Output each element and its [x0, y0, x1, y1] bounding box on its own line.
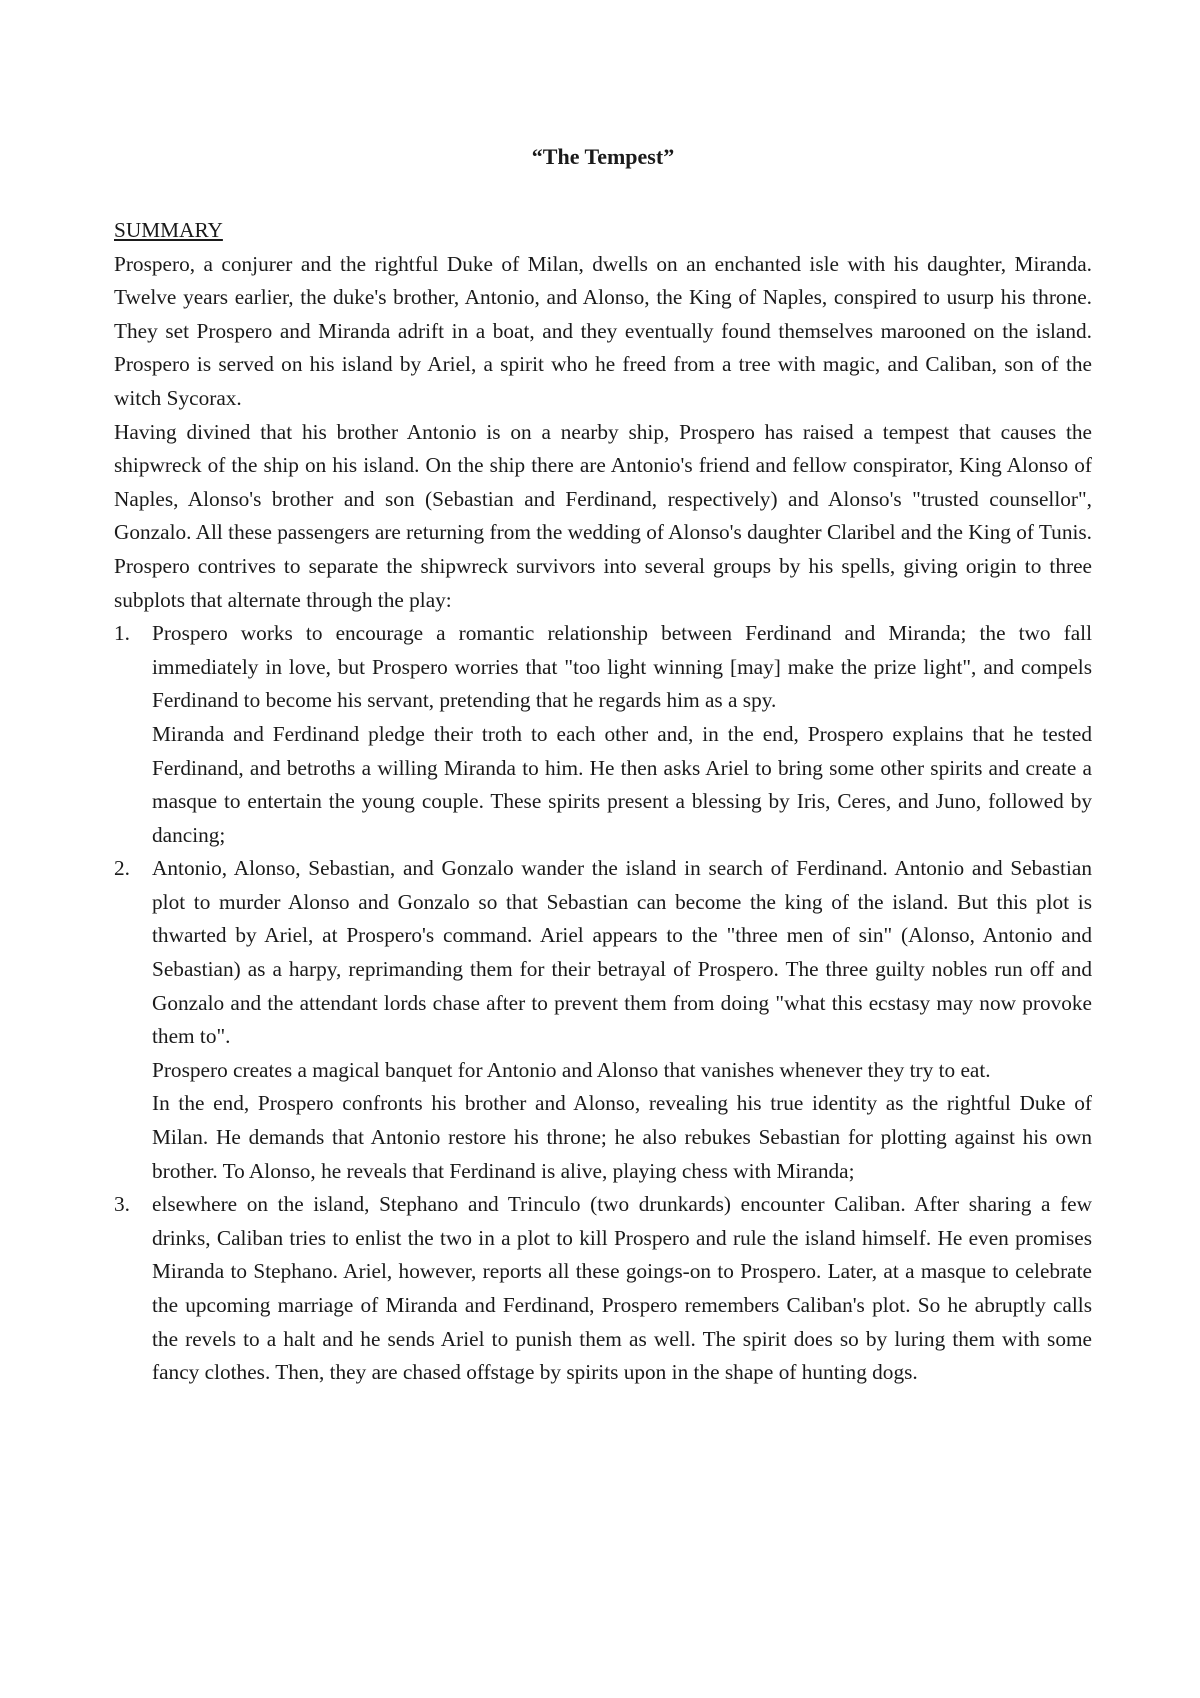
subplot-paragraph: Prospero creates a magical banquet for Antonio and Alonso that vanishes whenever they try to eat.	[152, 1057, 991, 1082]
document-title: “The Tempest”	[531, 144, 675, 169]
subplot-list	[114, 617, 1092, 1390]
subplot-body	[152, 617, 1092, 852]
document-page	[114, 140, 1092, 1390]
subplot-item-2	[114, 852, 1092, 1188]
subplot-number: 2.	[114, 856, 130, 881]
subplot-paragraph: Miranda and Ferdinand pledge their troth to each other and, in the end, Prospero explains that he tested Ferdinand, and betroths a willing Miranda to him. He then asks Ariel to bring some other spirits and create a masque to entertain the young couple. These spirits present a blessing by Iris, Ceres, and Juno, followed by dancing;	[152, 721, 1092, 847]
subplot-body	[152, 852, 1092, 1188]
summary-paragraph-2: Having divined that his brother Antonio is on a nearby ship, Prospero has raised a tempest that causes the shipwreck of the ship on his island. On the ship there are Antonio's friend and fellow conspirator, King Alonso of Naples, Alonso's brother and son (Sebastian and Ferdinand, respectively) and Alonso's "trusted counsellor", Gonzalo. All these passengers are returning from the wedding of Alonso's daughter Claribel and the King of Tunis. Prospero contrives to separate the shipwreck survivors into several groups by his spells, giving origin to three subplots that alternate through the play:	[114, 419, 1092, 612]
subplot-paragraph: Prospero works to encourage a romantic relationship between Ferdinand and Miranda; the two fall immediately in love, but Prospero worries that "too light winning [may] make the prize light", and compels Ferdinand to become his servant, pretending that he regards him as a spy.	[152, 621, 1092, 713]
subplot-paragraph: In the end, Prospero confronts his brother and Alonso, revealing his true identity as the rightful Duke of Milan. He demands that Antonio restore his throne; he also rebukes Sebastian for plotting against his own brother. To Alonso, he reveals that Ferdinand is alive, playing chess with Miranda;	[152, 1091, 1092, 1183]
subplot-number: 1.	[114, 621, 130, 646]
summary-paragraph-1: Prospero, a conjurer and the rightful Duke of Milan, dwells on an enchanted isle with his daughter, Miranda. Twelve years earlier, the duke's brother, Antonio, and Alonso, the King of Naples, conspired to usurp his throne. They set Prospero and Miranda adrift in a boat, and they eventually found themselves marooned on the island. Prospero is served on his island by Ariel, a spirit who he freed from a tree with magic, and Caliban, son of the witch Sycorax.	[114, 251, 1092, 410]
subplot-paragraph: Antonio, Alonso, Sebastian, and Gonzalo wander the island in search of Ferdinand. Antonio and Sebastian plot to murder Alonso and Gonzalo so that Sebastian can become the king of the island. But this plot is thwarted by Ariel, at Prospero's command. Ariel appears to the "three men of sin" (Alonso, Antonio and Sebastian) as a harpy, reprimanding them for their betrayal of Prospero. The three guilty nobles run off and Gonzalo and the attendant lords chase after to prevent them from doing "what this ecstasy may now provoke them to".	[152, 856, 1092, 1049]
section-heading-summary: SUMMARY	[114, 218, 223, 242]
subplot-item-3	[114, 1188, 1092, 1390]
subplot-body	[152, 1188, 1092, 1390]
subplot-item-1	[114, 617, 1092, 852]
subplot-number: 3.	[114, 1192, 130, 1217]
subplot-paragraph: elsewhere on the island, Stephano and Trinculo (two drunkards) encounter Caliban. After sharing a few drinks, Caliban tries to enlist the two in a plot to kill Prospero and rule the island himself. He even promises Miranda to Stephano. Ariel, however, reports all these goings-on to Prospero. Later, at a masque to celebrate the upcoming marriage of Miranda and Ferdinand, Prospero remembers Caliban's plot. So he abruptly calls the revels to a halt and he sends Ariel to punish them as well. The spirit does so by luring them with some fancy clothes. Then, they are chased offstage by spirits upon in the shape of hunting dogs.	[152, 1192, 1092, 1385]
